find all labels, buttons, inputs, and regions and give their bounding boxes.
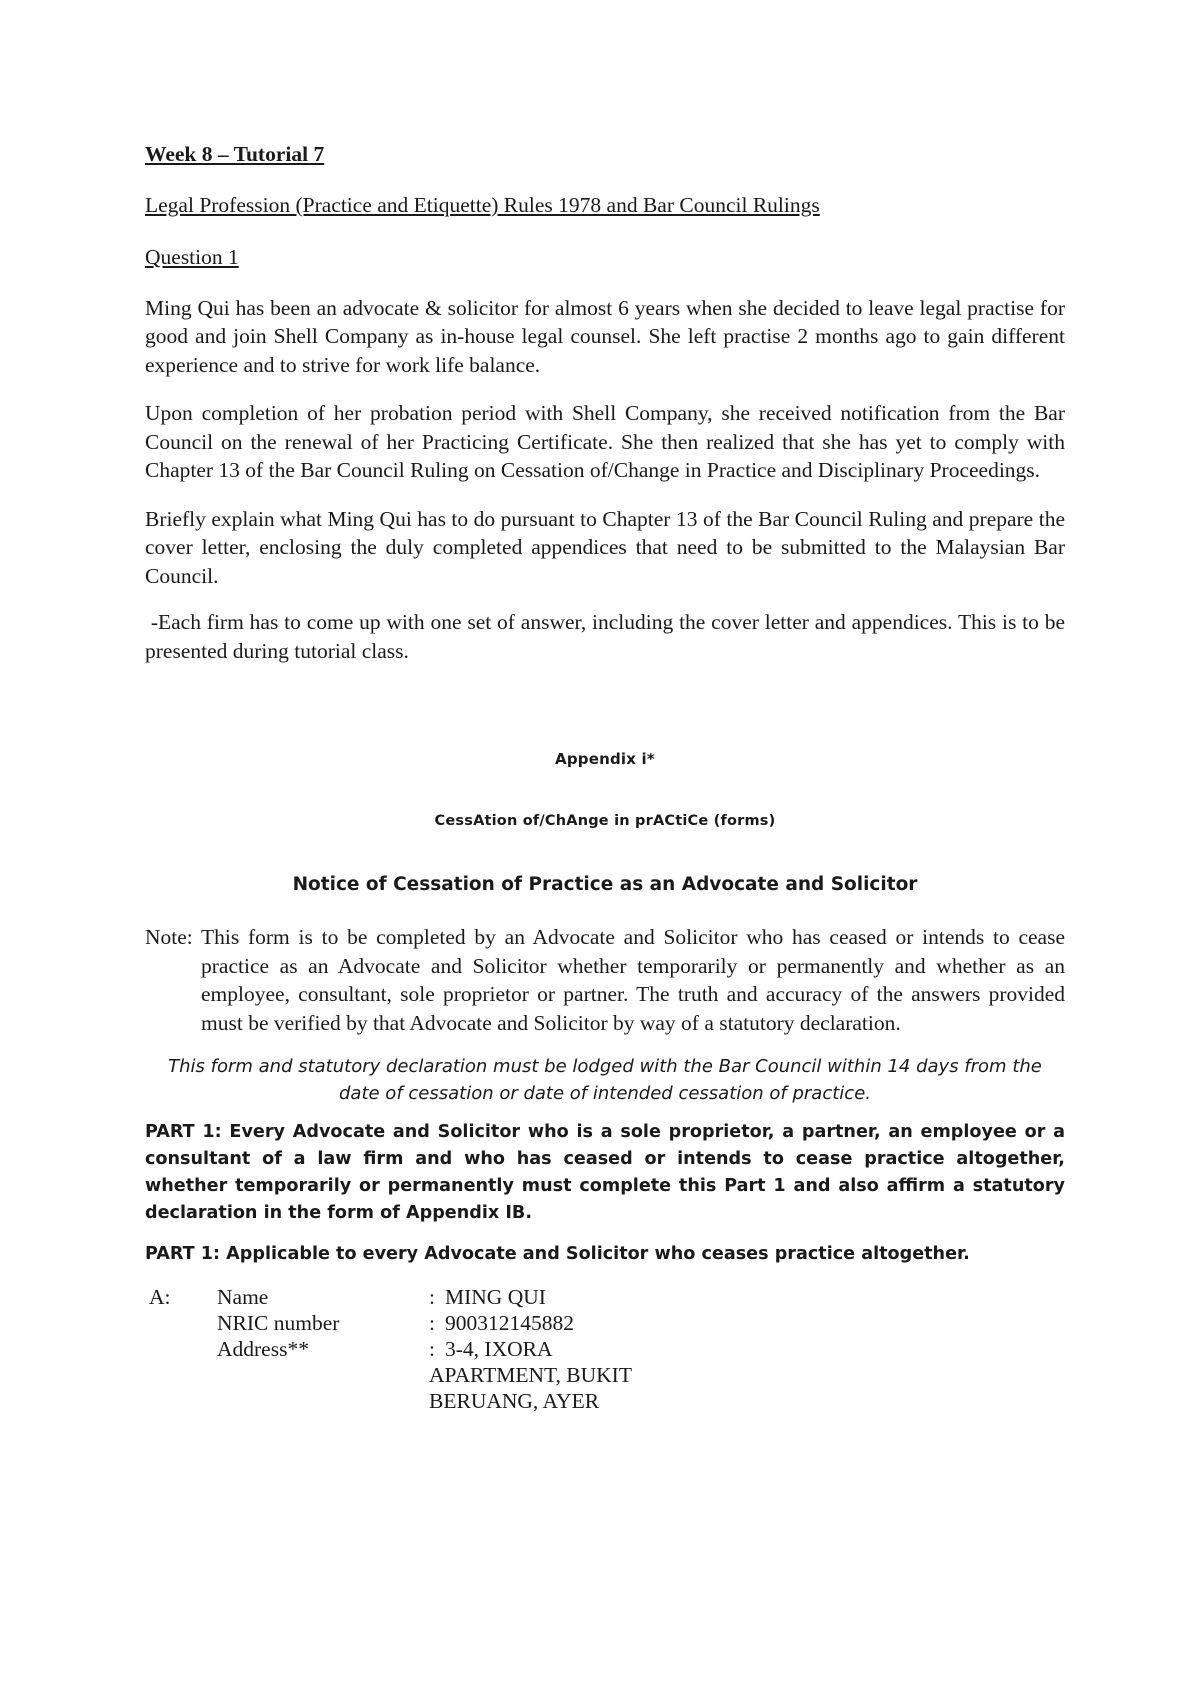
empty-cell: [145, 1362, 217, 1388]
address-continuation: APARTMENT, BUKIT: [429, 1363, 632, 1387]
empty-cell: [217, 1388, 429, 1414]
appendix-heading: Appendix i*: [555, 750, 655, 768]
field-label-nric: NRIC number: [217, 1311, 340, 1335]
note-body: This form is to be completed by an Advocate and Solicitor who has ceased or intends to cease practice as an Advocate and Solicitor whether temporarily or permanently and whether as an employee, consultant, sole proprietor or partner. The truth and accuracy of the answers provided must be verified by that Advocate and Solicitor by way of a statutory declaration.: [201, 925, 1065, 1035]
field-label-name: Name: [217, 1285, 269, 1309]
empty-cell: [145, 1388, 217, 1414]
note-block: [145, 923, 1065, 1037]
note-label: Note:: [145, 925, 193, 949]
form-section-a: [145, 1284, 1065, 1414]
spacer: [145, 665, 1065, 745]
section-label: A:: [149, 1285, 171, 1309]
question-paragraph-1: Ming Qui has been an advocate & solicitor for almost 6 years when she decided to leave legal practise for good and join Shell Company as in-house legal counsel. She left practise 2 months ago to gain different experience and to strive for work life balance.: [145, 295, 1065, 377]
address-continuation: BERUANG, AYER: [429, 1389, 600, 1413]
field-colon: :: [429, 1285, 435, 1309]
empty-cell: [145, 1310, 217, 1336]
question-paragraph-3: Briefly explain what Ming Qui has to do pursuant to Chapter 13 of the Bar Council Ruling and prepare the cover letter, enclosing the duly completed appendices that need to be submitted to the Malaysian Bar Council.: [145, 506, 1065, 588]
field-label-address: Address**: [217, 1337, 309, 1361]
question-paragraph-2: Upon completion of her probation period with Shell Company, she received notification from the Bar Council on the renewal of her Practicing Certificate. She then realized that she has yet to comply with Chapter 13 of the Bar Council Ruling on Cessation of/Change in Practice and Disciplinary Proceedings.: [145, 401, 1065, 482]
notice-title: Notice of Cessation of Practice as an Advocate and Solicitor: [292, 874, 918, 895]
part1-intro: PART 1: Every Advocate and Solicitor who is a sole proprietor, a partner, an employee or a consultant of a law firm and who has ceased or intends to cease practice altogether, whether temporarily or permanently must complete this Part 1 and also affirm a statutory declaration in the form of Appendix IB.: [145, 1122, 1065, 1223]
appendix-subheading: CessAtion of/ChAnge in prACtiCe (forms): [434, 813, 776, 829]
field-colon: :: [429, 1337, 435, 1361]
empty-cell: [145, 1336, 217, 1362]
field-colon: :: [429, 1311, 435, 1335]
field-value-address: 3-4, IXORA: [445, 1337, 553, 1361]
empty-cell: [217, 1362, 429, 1388]
page-title: Week 8 – Tutorial 7: [145, 142, 325, 166]
document-subtitle: Legal Profession (Practice and Etiquette) Rules 1978 and Bar Council Rulings: [145, 192, 820, 217]
lodgement-note: This form and statutory declaration must be lodged with the Bar Council within 14 days from the date of cessation or date of intended cessation of practice.: [168, 1056, 1042, 1104]
field-value-name: MING QUI: [445, 1285, 546, 1309]
part1-applicable: PART 1: Applicable to every Advocate and Solicitor who ceases practice altogether.: [145, 1244, 970, 1264]
field-value-nric: 900312145882: [445, 1311, 574, 1335]
document-page: [145, 140, 1071, 1414]
question-paragraph-4: -Each firm has to come up with one set of answer, including the cover letter and appendices. This is to be presented during tutorial class.: [145, 610, 1071, 663]
question-label: Question 1: [145, 245, 239, 269]
